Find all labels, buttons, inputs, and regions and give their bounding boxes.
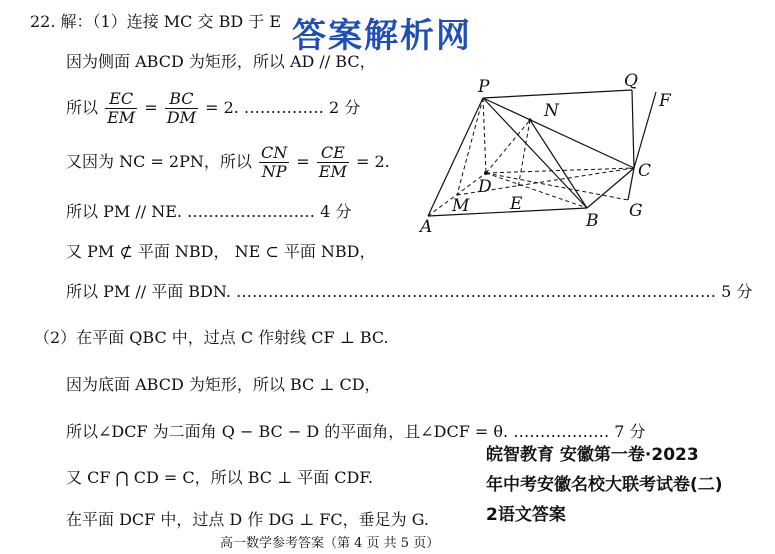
equals-sign: =: [296, 152, 310, 171]
footer-line-2: 年中考安徽名校大联考试卷(二): [486, 475, 723, 495]
solution-line-11: 又 CF ⋂ CD = C，所以 BC ⊥ 平面 CDF.: [66, 468, 374, 487]
solution-line-2: 因为侧面 ABCD 为矩形，所以 AD // BC，: [66, 52, 376, 71]
edge-pb: [483, 98, 587, 208]
line4-suffix: = 2.: [355, 152, 390, 171]
equals-sign: =: [144, 98, 158, 117]
label-a: A: [420, 217, 433, 235]
fraction-denominator: NP: [261, 162, 287, 181]
fraction-cn-np: [259, 144, 289, 181]
fraction-denominator: DM: [166, 108, 196, 127]
label-g: G: [629, 201, 643, 221]
problem-header: 22. 解：（1）连接 MC 交 BD 于 E: [30, 12, 282, 31]
line3-prefix: 所以: [66, 98, 99, 117]
label-p: P: [478, 77, 490, 97]
line3-suffix: = 2. …………… 2 分: [205, 98, 361, 117]
solution-line-5: 所以 PM // NE. …………………… 4 分: [66, 202, 352, 221]
label-f: F: [659, 91, 671, 111]
fraction-ce-em: [317, 144, 349, 181]
fraction-numerator: CE: [317, 144, 349, 163]
solution-line-10: 所以∠DCF 为二面角 Q − BC − D 的平面角，且∠DCF = θ. ……………… 7 分: [66, 422, 646, 441]
point-d-dot: [484, 171, 488, 175]
footer-line-3: 2语文答案: [486, 505, 566, 525]
edge-bc: [587, 168, 634, 208]
fraction-ec-em: [105, 90, 137, 127]
solution-line-3: [66, 88, 360, 128]
fraction-denominator: EM: [107, 108, 136, 127]
edge-pq: [483, 90, 632, 98]
solution-line-4: [66, 142, 390, 182]
label-b: B: [586, 211, 599, 231]
watermark-text: 答案解析网: [292, 16, 472, 56]
solution-line-6: 又 PM ⊄ 平面 NBD， NE ⊂ 平面 NBD，: [66, 242, 376, 261]
solution-line-8: （2）在平面 QBC 中，过点 C 作射线 CF ⊥ BC.: [34, 328, 389, 347]
edge-dc: [486, 168, 634, 173]
edge-pd: [483, 98, 486, 173]
page-footer-text: 高一数学参考答案（第 4 页 共 5 页）: [220, 536, 440, 551]
label-n: N: [544, 101, 559, 121]
label-d: D: [478, 177, 492, 197]
label-q: Q: [624, 71, 638, 91]
solution-line-7: 所以 PM // 平面 BDN. ……………………………………………………………………………… 5 分: [66, 282, 753, 301]
fraction-numerator: CN: [260, 143, 288, 162]
geometry-figure: [410, 70, 685, 235]
edge-db: [486, 173, 587, 208]
edge-dn: [486, 120, 530, 173]
fraction-denominator: EM: [318, 162, 347, 181]
ray-cf: [634, 92, 656, 168]
label-c: C: [638, 161, 652, 181]
label-e: E: [510, 194, 523, 214]
line4-prefix: 又因为 NC = 2PN，所以: [66, 152, 252, 171]
edge-qc: [632, 90, 634, 168]
solution-line-12: 在平面 DCF 中，过点 D 作 DG ⊥ FC，垂足为 G.: [66, 510, 429, 529]
edge-ne: [518, 120, 530, 188]
footer-line-1: 皖智教育 安徽第一卷·2023: [486, 445, 699, 465]
fraction-numerator: EC: [105, 90, 137, 109]
fraction-bc-dm: [165, 90, 198, 127]
solution-line-9: 因为底面 ABCD 为矩形，所以 BC ⊥ CD，: [66, 375, 381, 394]
label-m: M: [452, 196, 470, 216]
fraction-numerator: BC: [165, 90, 198, 109]
point-n-dot: [528, 118, 531, 121]
